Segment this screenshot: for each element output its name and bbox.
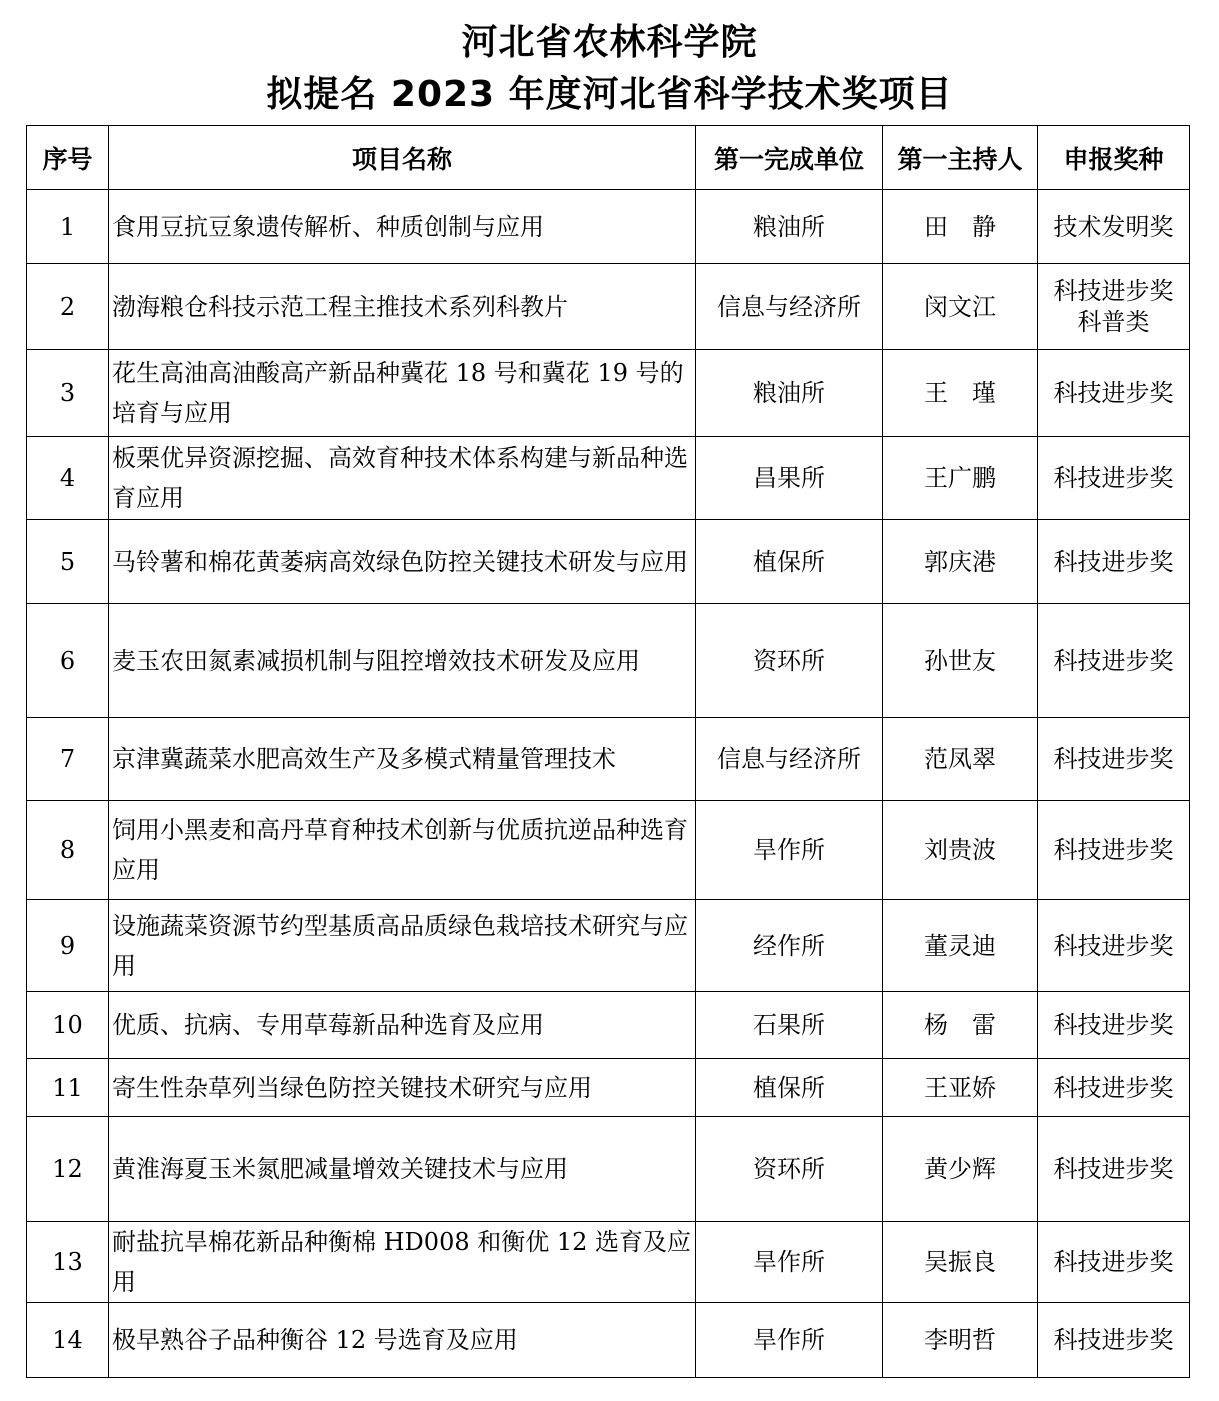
header-first-unit: 第一完成单位: [696, 126, 883, 190]
first-unit: 旱作所: [696, 1303, 883, 1378]
first-unit: 植保所: [696, 1059, 883, 1117]
header-no: 序号: [27, 126, 109, 190]
table-row: [27, 1222, 1190, 1303]
first-host: 田 静: [883, 190, 1038, 264]
award-type: [1038, 801, 1190, 900]
header-project-name: 项目名称: [109, 126, 696, 190]
first-host: 郭庆港: [883, 520, 1038, 604]
award-type-label: 科技进步奖: [1053, 1326, 1174, 1354]
award-type: [1038, 900, 1190, 992]
row-number: 4: [27, 437, 109, 520]
first-unit: 信息与经济所: [696, 718, 883, 801]
row-number: 1: [27, 190, 109, 264]
table-row: [27, 190, 1190, 264]
award-type-label: 科普类: [1077, 307, 1150, 336]
row-number: 14: [27, 1303, 109, 1378]
award-type-label: 科技进步奖: [1053, 547, 1174, 576]
table-row: [27, 1059, 1190, 1117]
first-unit: 资环所: [696, 604, 883, 718]
project-name: 食用豆抗豆象遗传解析、种质创制与应用: [109, 190, 696, 264]
award-type: [1038, 350, 1190, 437]
award-type: [1038, 1303, 1190, 1378]
project-name: 黄淮海夏玉米氮肥减量增效关键技术与应用: [109, 1117, 696, 1222]
row-number: 3: [27, 350, 109, 437]
table-header-row: [27, 126, 1190, 190]
award-type-label: 科技进步奖: [1053, 646, 1174, 675]
header-award-type: 申报奖种: [1038, 126, 1190, 190]
row-number: 8: [27, 801, 109, 900]
first-host: 闵文江: [883, 264, 1038, 350]
table-row: [27, 604, 1190, 718]
award-type-label: 技术发明奖: [1053, 212, 1174, 241]
project-name: 设施蔬菜资源节约型基质高品质绿色栽培技术研究与应用: [109, 900, 696, 992]
row-number: 13: [27, 1222, 109, 1303]
table-row: [27, 437, 1190, 520]
award-type-label: 科技进步奖: [1053, 745, 1174, 773]
award-type: [1038, 1059, 1190, 1117]
award-projects-table: [26, 125, 1190, 1378]
table-row: [27, 264, 1190, 350]
first-unit: 旱作所: [696, 801, 883, 900]
award-type-label: 科技进步奖: [1053, 1155, 1174, 1183]
project-name: 极早熟谷子品种衡谷 12 号选育及应用: [109, 1303, 696, 1378]
table-row: [27, 520, 1190, 604]
table-row: [27, 718, 1190, 801]
first-unit: 粮油所: [696, 190, 883, 264]
award-type: [1038, 437, 1190, 520]
project-name: 饲用小黑麦和高丹草育种技术创新与优质抗逆品种选育应用: [109, 801, 696, 900]
table-row: [27, 1117, 1190, 1222]
award-type: [1038, 992, 1190, 1059]
row-number: 11: [27, 1059, 109, 1117]
first-host: 刘贵波: [883, 801, 1038, 900]
award-type-label: 科技进步奖: [1053, 1248, 1174, 1276]
first-unit: 石果所: [696, 992, 883, 1059]
project-name: 马铃薯和棉花黄萎病高效绿色防控关键技术研发与应用: [109, 520, 696, 604]
first-host: 王广鹏: [883, 437, 1038, 520]
project-name: 优质、抗病、专用草莓新品种选育及应用: [109, 992, 696, 1059]
award-type-label: 科技进步奖: [1053, 276, 1174, 305]
award-type-label: 科技进步奖: [1053, 464, 1174, 492]
project-name: 耐盐抗旱棉花新品种衡棉 HD008 和衡优 12 选育及应用: [109, 1222, 696, 1303]
first-unit: 资环所: [696, 1117, 883, 1222]
first-unit: 植保所: [696, 520, 883, 604]
project-name: 麦玉农田氮素减损机制与阻控增效技术研发及应用: [109, 604, 696, 718]
first-unit: 信息与经济所: [696, 264, 883, 350]
award-type: [1038, 604, 1190, 718]
award-type: [1038, 520, 1190, 604]
row-number: 7: [27, 718, 109, 801]
table-row: [27, 992, 1190, 1059]
row-number: 10: [27, 992, 109, 1059]
first-unit: 粮油所: [696, 350, 883, 437]
project-name: 花生高油高油酸高产新品种冀花 18 号和冀花 19 号的培育与应用: [109, 350, 696, 437]
first-host: 吴振良: [883, 1222, 1038, 1303]
award-type: [1038, 718, 1190, 801]
table-body: [27, 190, 1190, 1378]
row-number: 9: [27, 900, 109, 992]
table-row: [27, 1303, 1190, 1378]
first-unit: 旱作所: [696, 1222, 883, 1303]
award-type: [1038, 1117, 1190, 1222]
row-number: 12: [27, 1117, 109, 1222]
table-row: [27, 801, 1190, 900]
first-host: 董灵迪: [883, 900, 1038, 992]
award-type-label: 科技进步奖: [1053, 931, 1174, 960]
document-subtitle: 拟提名 2023 年度河北省科学技术奖项目: [266, 74, 953, 115]
award-type: [1038, 264, 1190, 350]
project-name: 寄生性杂草列当绿色防控关键技术研究与应用: [109, 1059, 696, 1117]
award-type-label: 科技进步奖: [1053, 1011, 1174, 1039]
first-host: 孙世友: [883, 604, 1038, 718]
table-row: [27, 350, 1190, 437]
first-host: 李明哲: [883, 1303, 1038, 1378]
first-host: 范凤翠: [883, 718, 1038, 801]
table-row: [27, 900, 1190, 992]
award-type-label: 科技进步奖: [1053, 379, 1174, 407]
first-host: 杨 雷: [883, 992, 1038, 1059]
header-first-host: 第一主持人: [883, 126, 1038, 190]
row-number: 6: [27, 604, 109, 718]
first-host: 王 瑾: [883, 350, 1038, 437]
document-title: 河北省农林科学院: [461, 22, 758, 63]
first-unit: 经作所: [696, 900, 883, 992]
row-number: 5: [27, 520, 109, 604]
award-type: [1038, 1222, 1190, 1303]
first-host: 王亚娇: [883, 1059, 1038, 1117]
first-unit: 昌果所: [696, 437, 883, 520]
project-name: 板栗优异资源挖掘、高效育种技术体系构建与新品种选育应用: [109, 437, 696, 520]
project-name: 渤海粮仓科技示范工程主推技术系列科教片: [109, 264, 696, 350]
award-type-label: 科技进步奖: [1053, 836, 1174, 864]
row-number: 2: [27, 264, 109, 350]
award-type-label: 科技进步奖: [1053, 1073, 1174, 1102]
project-name: 京津冀蔬菜水肥高效生产及多模式精量管理技术: [109, 718, 696, 801]
first-host: 黄少辉: [883, 1117, 1038, 1222]
award-type: [1038, 190, 1190, 264]
